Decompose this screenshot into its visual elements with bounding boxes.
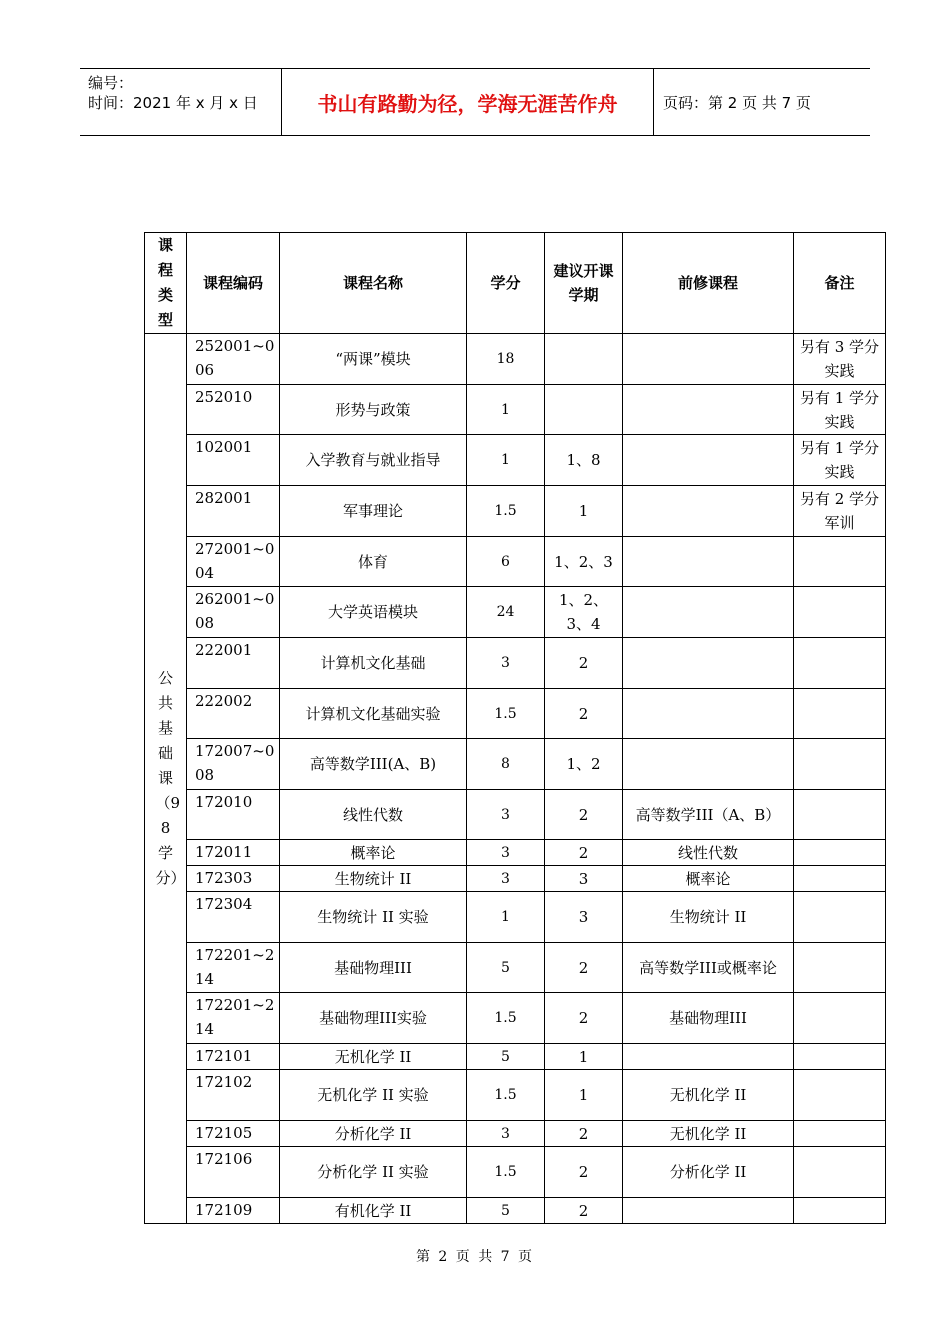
header-note: 备注 <box>794 233 886 334</box>
course-credits: 1.5 <box>467 486 545 537</box>
course-prereq: 线性代数 <box>623 840 794 866</box>
table-row <box>145 840 886 866</box>
course-note <box>794 689 886 739</box>
table-row <box>145 486 886 537</box>
course-term: 2 <box>545 689 623 739</box>
course-note <box>794 1198 886 1224</box>
course-term <box>545 385 623 435</box>
course-name: 分析化学 II 实验 <box>280 1147 467 1198</box>
course-code: 172102 <box>187 1070 280 1121</box>
course-name: 基础物理III <box>280 943 467 993</box>
course-prereq: 无机化学 II <box>623 1070 794 1121</box>
course-prereq: 概率论 <box>623 866 794 892</box>
course-credits: 3 <box>467 1121 545 1147</box>
course-name: 生物统计 II 实验 <box>280 892 467 943</box>
course-note <box>794 866 886 892</box>
course-credits: 1.5 <box>467 1070 545 1121</box>
course-note <box>794 790 886 840</box>
course-prereq: 高等数学III或概率论 <box>623 943 794 993</box>
course-term: 1 <box>545 486 623 537</box>
course-note <box>794 537 886 587</box>
course-note <box>794 638 886 689</box>
course-prereq: 无机化学 II <box>623 1121 794 1147</box>
course-code: 172007~008 <box>187 739 280 790</box>
course-note <box>794 587 886 638</box>
course-note <box>794 1147 886 1198</box>
course-note <box>794 840 886 866</box>
course-name: 基础物理III实验 <box>280 993 467 1044</box>
course-name: 无机化学 II 实验 <box>280 1070 467 1121</box>
table-row <box>145 1147 886 1198</box>
course-term: 2 <box>545 790 623 840</box>
table-body <box>145 334 886 1224</box>
course-note: 另有 1 学分实践 <box>794 385 886 435</box>
course-type-label: 公共基础课（98学分） <box>155 669 186 887</box>
course-code: 252001~006 <box>187 334 280 385</box>
course-code: 172303 <box>187 866 280 892</box>
course-code: 172201~214 <box>187 943 280 993</box>
course-credits: 5 <box>467 1044 545 1070</box>
header-term: 建议开课学期 <box>545 233 623 334</box>
course-code: 172011 <box>187 840 280 866</box>
course-prereq: 分析化学 II <box>623 1147 794 1198</box>
course-name: 高等数学III(A、B) <box>280 739 467 790</box>
course-code: 172109 <box>187 1198 280 1224</box>
course-note <box>794 739 886 790</box>
course-code: 262001~008 <box>187 587 280 638</box>
course-credits: 5 <box>467 1198 545 1224</box>
header-credits: 学分 <box>467 233 545 334</box>
course-name: 生物统计 II <box>280 866 467 892</box>
course-name: 形势与政策 <box>280 385 467 435</box>
course-prereq <box>623 638 794 689</box>
table-row <box>145 1070 886 1121</box>
course-note <box>794 993 886 1044</box>
course-credits: 1 <box>467 385 545 435</box>
course-code: 172106 <box>187 1147 280 1198</box>
course-note <box>794 892 886 943</box>
course-code: 272001~004 <box>187 537 280 587</box>
table-row <box>145 866 886 892</box>
table-row <box>145 587 886 638</box>
course-credits: 24 <box>467 587 545 638</box>
course-name: 有机化学 II <box>280 1198 467 1224</box>
course-credits: 1 <box>467 892 545 943</box>
course-credits: 3 <box>467 790 545 840</box>
course-term: 1 <box>545 1070 623 1121</box>
course-code: 172010 <box>187 790 280 840</box>
course-name: 大学英语模块 <box>280 587 467 638</box>
course-credits: 1 <box>467 435 545 486</box>
course-credits: 1.5 <box>467 1147 545 1198</box>
course-prereq <box>623 1044 794 1070</box>
course-prereq <box>623 1198 794 1224</box>
course-note <box>794 1044 886 1070</box>
course-note <box>794 1070 886 1121</box>
course-term: 1、8 <box>545 435 623 486</box>
table-row <box>145 739 886 790</box>
course-credits: 5 <box>467 943 545 993</box>
course-name: 计算机文化基础 <box>280 638 467 689</box>
time-label: 时间：2021 年 x 月 x 日 <box>88 94 258 112</box>
course-code: 172201~214 <box>187 993 280 1044</box>
course-name: 线性代数 <box>280 790 467 840</box>
page-footer: 第 2 页 共 7 页 <box>415 1249 535 1265</box>
course-credits: 8 <box>467 739 545 790</box>
table-row <box>145 790 886 840</box>
course-credits: 6 <box>467 537 545 587</box>
page-header <box>80 68 870 136</box>
course-name: “两课”模块 <box>280 334 467 385</box>
header-code: 课程编码 <box>187 233 280 334</box>
course-type-cell <box>145 334 187 1224</box>
course-credits: 18 <box>467 334 545 385</box>
course-term: 3 <box>545 892 623 943</box>
course-prereq <box>623 486 794 537</box>
table-row <box>145 638 886 689</box>
header-page-code: 页码：第 2 页 共 7 页 <box>663 93 811 112</box>
course-prereq: 高等数学III（A、B） <box>623 790 794 840</box>
course-credits: 1.5 <box>467 993 545 1044</box>
course-term: 2 <box>545 1121 623 1147</box>
course-term: 1、2 <box>545 739 623 790</box>
course-term: 2 <box>545 1147 623 1198</box>
course-note: 另有 3 学分实践 <box>794 334 886 385</box>
course-credits: 3 <box>467 840 545 866</box>
course-term: 2 <box>545 1198 623 1224</box>
header-type: 课程类型 <box>145 233 187 334</box>
course-name: 军事理论 <box>280 486 467 537</box>
course-name: 入学教育与就业指导 <box>280 435 467 486</box>
course-name: 体育 <box>280 537 467 587</box>
course-code: 172101 <box>187 1044 280 1070</box>
table-row <box>145 334 886 385</box>
course-term: 1、2、3 <box>545 537 623 587</box>
header-prereq: 前修课程 <box>623 233 794 334</box>
course-note <box>794 1121 886 1147</box>
course-term: 2 <box>545 638 623 689</box>
table-row <box>145 537 886 587</box>
course-table <box>144 232 886 1224</box>
course-code: 172105 <box>187 1121 280 1147</box>
course-code: 222002 <box>187 689 280 739</box>
course-term <box>545 334 623 385</box>
course-term: 2 <box>545 943 623 993</box>
course-code: 282001 <box>187 486 280 537</box>
course-prereq <box>623 537 794 587</box>
course-credits: 1.5 <box>467 689 545 739</box>
course-credits: 3 <box>467 638 545 689</box>
course-name: 分析化学 II <box>280 1121 467 1147</box>
table-row <box>145 435 886 486</box>
course-credits: 3 <box>467 866 545 892</box>
table-row <box>145 892 886 943</box>
course-name: 无机化学 II <box>280 1044 467 1070</box>
course-prereq <box>623 587 794 638</box>
course-code: 172304 <box>187 892 280 943</box>
course-note <box>794 943 886 993</box>
course-note: 另有 2 学分军训 <box>794 486 886 537</box>
table-header-row <box>145 233 886 334</box>
course-prereq: 生物统计 II <box>623 892 794 943</box>
table-row <box>145 993 886 1044</box>
course-code: 102001 <box>187 435 280 486</box>
course-note: 另有 1 学分实践 <box>794 435 886 486</box>
table-row <box>145 385 886 435</box>
header-slogan: 书山有路勤为径，学海无涯苦作舟 <box>317 91 618 116</box>
course-name: 计算机文化基础实验 <box>280 689 467 739</box>
course-prereq <box>623 739 794 790</box>
course-prereq <box>623 435 794 486</box>
course-code: 222001 <box>187 638 280 689</box>
course-name: 概率论 <box>280 840 467 866</box>
header-info <box>88 73 278 113</box>
table-row <box>145 1198 886 1224</box>
table-row <box>145 1121 886 1147</box>
course-prereq <box>623 689 794 739</box>
table-row <box>145 1044 886 1070</box>
header-name: 课程名称 <box>280 233 467 334</box>
number-label: 编号： <box>88 74 134 92</box>
course-term: 1、2、3、4 <box>545 587 623 638</box>
course-prereq <box>623 385 794 435</box>
course-term: 1 <box>545 1044 623 1070</box>
header-divider <box>653 69 654 135</box>
course-term: 2 <box>545 840 623 866</box>
table-row <box>145 943 886 993</box>
course-term: 3 <box>545 866 623 892</box>
course-prereq: 基础物理III <box>623 993 794 1044</box>
course-code: 252010 <box>187 385 280 435</box>
course-prereq <box>623 334 794 385</box>
table-row <box>145 689 886 739</box>
course-term: 2 <box>545 993 623 1044</box>
